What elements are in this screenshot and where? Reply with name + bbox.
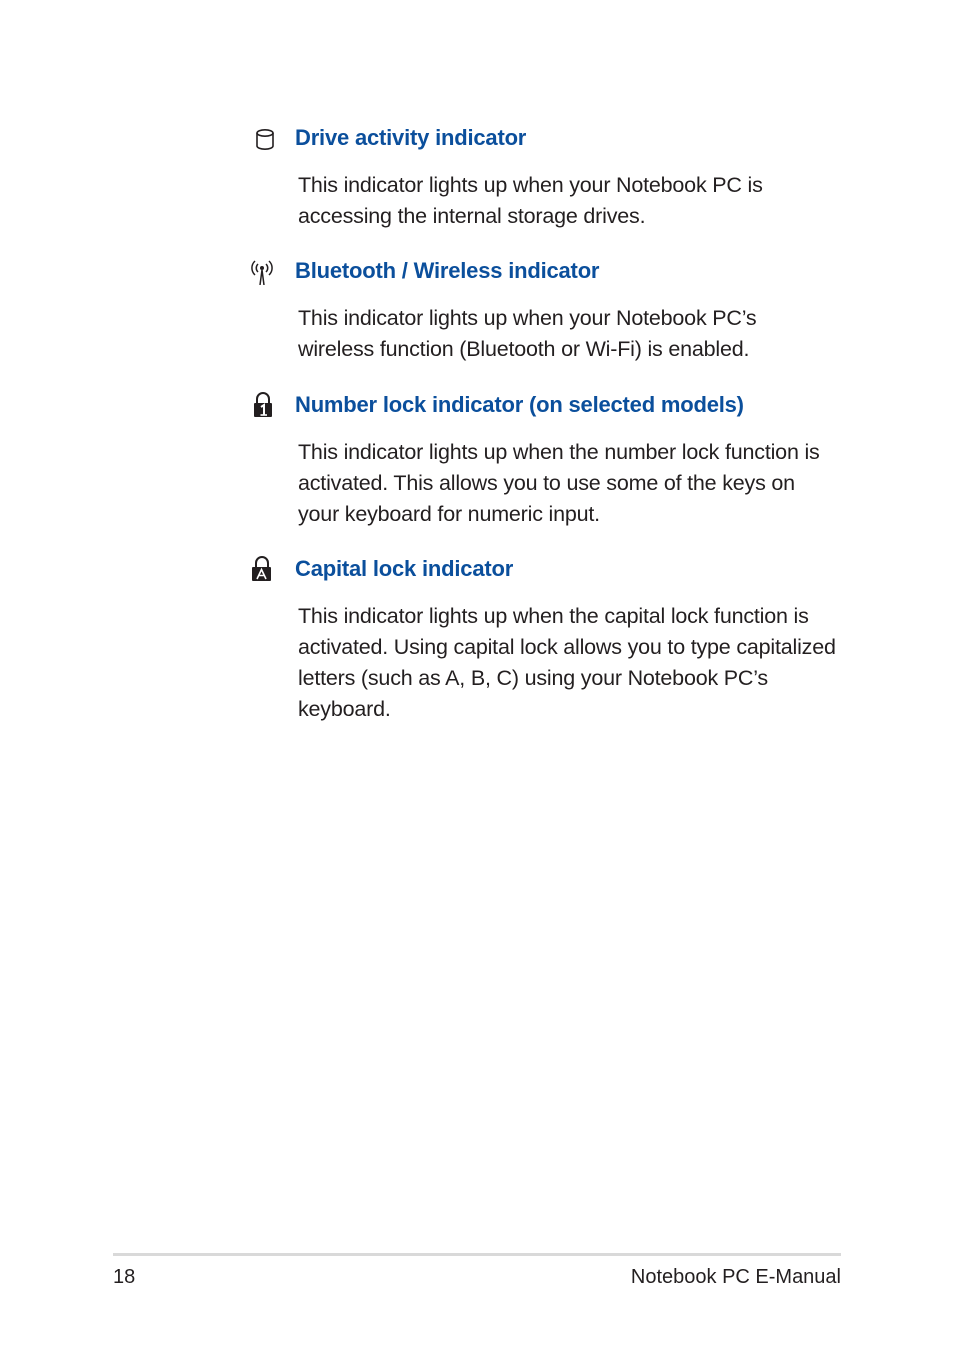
- section-description: This indicator lights up when the number lock function is activated. This allows you to use some of the keys on your keyboard for numeric input.: [298, 440, 820, 526]
- page-number: 18: [113, 1266, 136, 1288]
- section-description: This indicator lights up when your Notebook PC’s wireless function (Bluetooth or Wi-Fi) is enabled.: [298, 306, 757, 361]
- drive-icon: [250, 124, 276, 152]
- section-capital-lock: [250, 555, 840, 725]
- section-heading: Drive activity indicator: [295, 125, 527, 150]
- section-heading: Number lock indicator (on selected models): [295, 392, 744, 417]
- section-bluetooth-wireless: [250, 257, 840, 365]
- section-description: This indicator lights up when the capital lock function is activated. Using capital lock allows you to type capitalized letters (such as A, B, C) using your Notebook PC’s keyboard.: [298, 604, 836, 721]
- section-heading: Bluetooth / Wireless indicator: [295, 258, 600, 283]
- section-description: This indicator lights up when your Notebook PC is accessing the internal storage drives.: [298, 173, 763, 228]
- section-heading: Capital lock indicator: [295, 556, 514, 581]
- section-number-lock: [250, 391, 840, 530]
- wireless-antenna-icon: [250, 257, 276, 285]
- number-lock-icon: [250, 391, 276, 419]
- footer-divider: [113, 1253, 841, 1256]
- manual-title: Notebook PC E-Manual: [630, 1266, 841, 1288]
- capital-lock-icon: [250, 555, 276, 583]
- section-drive-activity: [250, 124, 840, 232]
